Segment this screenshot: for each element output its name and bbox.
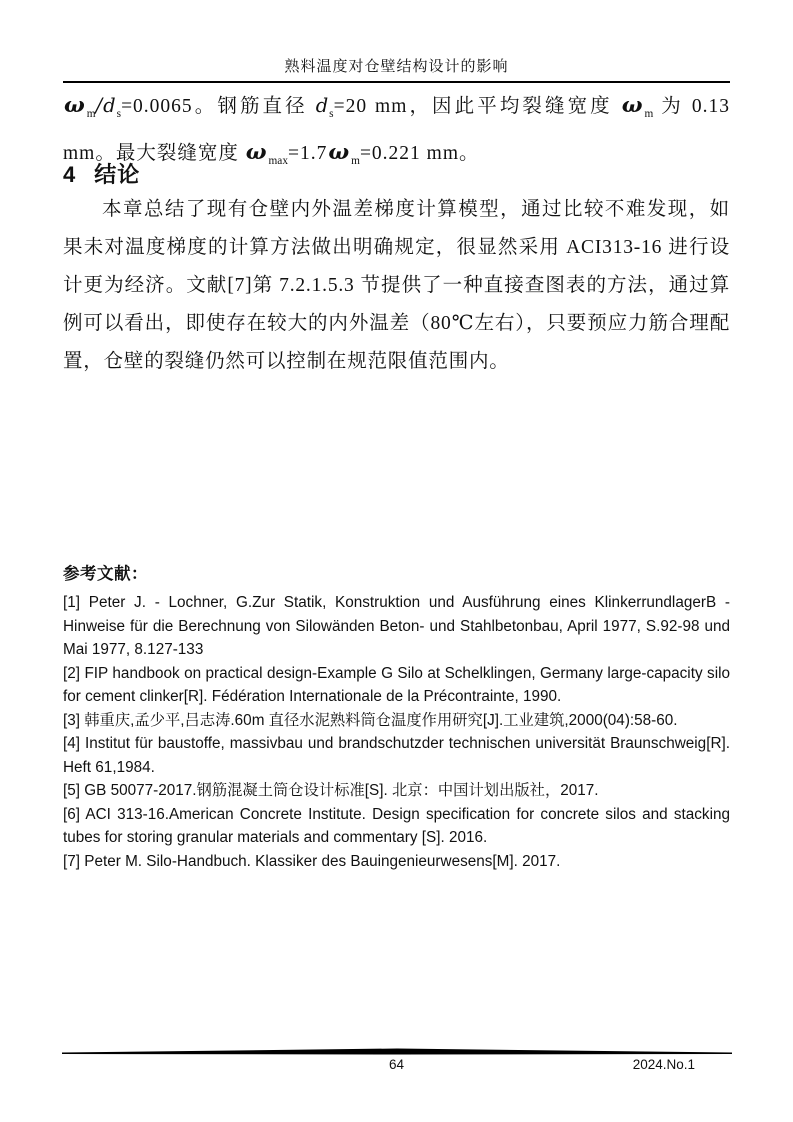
issue-label: 2024.No.1 — [632, 1057, 695, 1072]
omega-symbol: ω — [328, 138, 351, 165]
formula-text: max — [268, 154, 288, 167]
intro-paragraph — [63, 86, 730, 180]
formula-text: d — [315, 94, 330, 117]
reference-item: [4] Institut für baustoffe, massivbau und brandschutzder technischen universität Braunschweig[R]. Heft 61,1984. — [63, 735, 730, 776]
page-number: 64 — [388, 1057, 405, 1072]
formula-text: =20 mm，因此平均裂缝宽度 — [333, 96, 621, 117]
reference-item: [7] Peter M. Silo-Handbuch. Klassiker des Bauingenieurwesens[M]. 2017. — [63, 852, 561, 870]
omega-symbol: ω — [245, 138, 268, 165]
references-list — [63, 591, 730, 873]
reference-item: [2] FIP handbook on practical design-Example G Silo at Schelklingen, Germany large-capacity silo for cement clinker[R]. Fédération Internationale de la Précontrainte, 1990. — [63, 664, 730, 705]
section-title: 结论 — [94, 162, 141, 187]
running-head-title: 熟料温度对仓壁结构设计的影响 — [284, 59, 509, 75]
formula-text: m — [351, 154, 360, 167]
formula-text: s — [329, 107, 334, 120]
omega-symbol: ω — [64, 92, 86, 118]
formula-text: =1.7 — [287, 142, 328, 164]
formula-text: =0.221 mm。 — [359, 142, 480, 164]
section-heading — [63, 158, 140, 189]
references-section — [63, 560, 730, 873]
formula-text: / — [95, 94, 104, 117]
reference-item: [1] Peter J. - Lochner, G.Zur Statik, Konstruktion und Ausführung eines KlinkerrundlagerB - Hinweise für die Berechnung von Silowänden Beton- und Stahlbetonbau, April 1977, S.92-98 und Mai 1977, 8.127-133 — [63, 594, 730, 658]
formula-text: d — [103, 94, 117, 117]
header-rule — [63, 81, 730, 83]
omega-symbol: ω — [621, 92, 644, 118]
reference-item: [3] 韩重庆,孟少平,吕志涛.60m 直径水泥熟料筒仓温度作用研究[J].工业建筑,2000(04):58-60. — [63, 711, 678, 729]
footer-rule — [62, 1048, 732, 1056]
formula-text: s — [116, 107, 122, 120]
formula-text: m — [644, 107, 654, 120]
section-number: 4 — [63, 162, 77, 187]
formula-text: m — [86, 107, 96, 120]
references-heading: 参考文献： — [63, 564, 148, 583]
reference-item: [5] GB 50077-2017.钢筋混凝土筒仓设计标准[S]. 北京：中国计划出版社，2017. — [63, 782, 599, 799]
conclusion-paragraph: 本章总结了现有仓壁内外温差梯度计算模型，通过比较不难发现，如果未对温度梯度的计算方法做出明确规定，很显然采用 ACI313-16 进行设计更为经济。文献[7]第 7.2.1.5.3 节提供了一种直接查图表的方法，通过算例可以看出，即使存在较大的内外温差（80℃左右），只要预应力筋合理配置，仓壁的裂缝仍然可以控制在规范限值范围内。 — [63, 199, 730, 372]
formula-text: =0.0065。钢筋直径 — [121, 96, 316, 117]
reference-item: [6] ACI 313-16.American Concrete Institute. Design specification for concrete silos and stacking tubes for storing granular materials and commentary [S]. 2016. — [63, 805, 730, 846]
formula-text: 为 0.13 mm。最大裂缝宽度 — [63, 96, 730, 164]
